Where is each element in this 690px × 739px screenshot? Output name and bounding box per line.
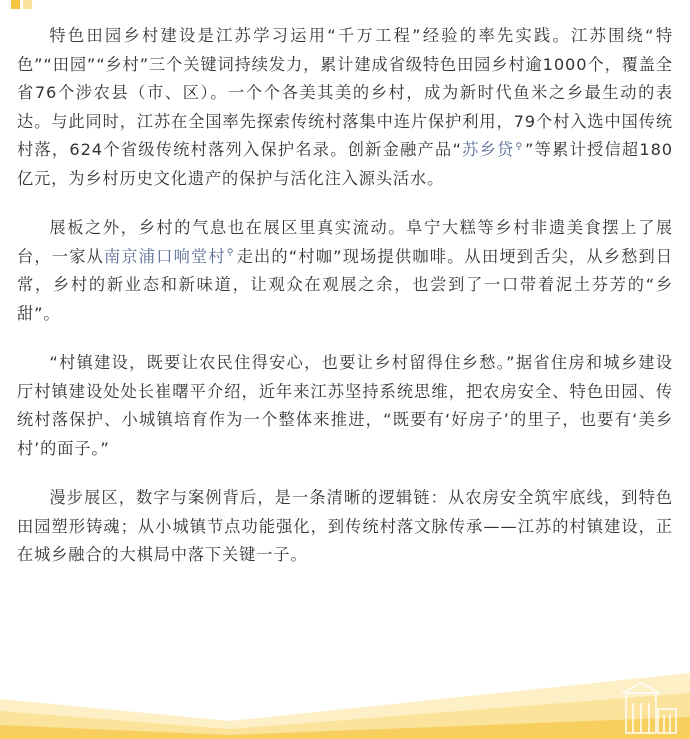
paragraph-1 xyxy=(17,22,673,193)
paragraph-2-text-b: 走出的“村咖”现场提供咖啡。从田埂到舌尖，从乡愁到日常，乡村的新业态和新味道，让观众在观展之余，也尝到了一口带着泥土芬芳的“乡甜”。 xyxy=(17,246,674,323)
search-icon[interactable]: ⚲ xyxy=(226,248,235,259)
square-marks-icon xyxy=(11,0,20,9)
paragraph-2-text-a: 展板之外，乡村的气息也在展区里真实流动。阜宁大糕等乡村非遗美食摆上了展台，一家从 xyxy=(17,218,673,266)
article-body xyxy=(17,22,673,591)
paragraph-3: “村镇建设，既要让农民住得安心，也要让乡村留得住乡愁。”据省住房和城乡建设厅村镇建设处处长崔曙平介绍，近年来江苏坚持系统思维，把农房安全、特色田园、传统村落保护、小城镇培育作为一个整体来推进，“既要有‘好房子’的里子，也要有‘美乡村’的面子。” xyxy=(17,353,673,458)
paragraph-4: 漫步展区，数字与案例背后，是一条清晰的逻辑链：从农房安全筑牢底线，到特色田园塑形铸魂；从小城镇节点功能强化，到传统村落文脉传承——江苏的村镇建设，正在城乡融合的大棋局中落下关键一子。 xyxy=(17,488,673,564)
paragraph-2 xyxy=(17,214,673,328)
corner-decoration xyxy=(11,0,33,14)
footer-decoration xyxy=(0,659,690,739)
paragraph-1-text-b: ”等累计授信超180亿元，为乡村历史文化遗产的保护与活化注入源头活水。 xyxy=(17,140,673,188)
paragraph-1-text-a: 特色田园乡村建设是江苏学习运用“千万工程”经验的率先实践。江苏围绕“特色”“田园”“乡村”三个关键词持续发力，累计建成省级特色田园乡村逾1000个，覆盖全省76个涉农县（市、区）。一个个各美其美的乡村，成为新时代鱼米之乡最生动的表达。与此同时，江苏在全国率先探索传统村落集中连片保护利用，79个村入选中国传统村落，624个省级传统村落列入保护名录。创新金融产品“ xyxy=(17,26,673,159)
link-suxiangdai[interactable]: 苏乡贷 xyxy=(461,140,515,159)
search-icon[interactable]: ⚲ xyxy=(515,141,523,152)
link-xiangtang-village[interactable]: 南京浦口响堂村 xyxy=(104,246,226,266)
square-marks-icon xyxy=(23,0,32,9)
